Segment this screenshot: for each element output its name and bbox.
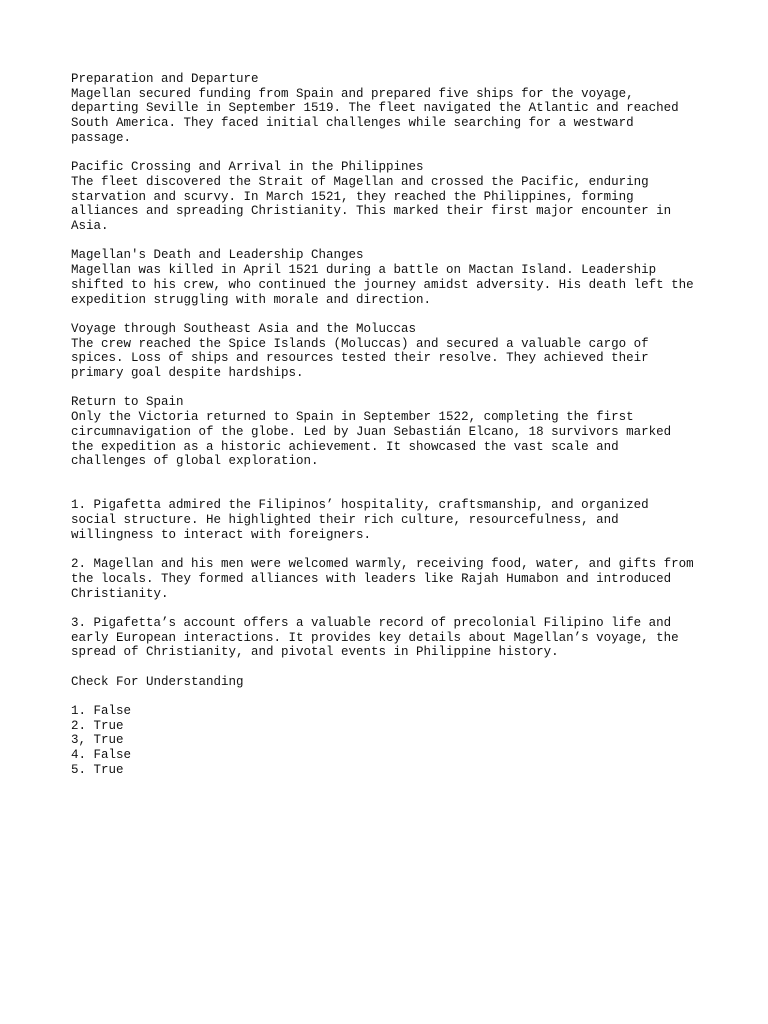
answer-3 xyxy=(71,616,711,660)
answer-line: early European interactions. It provides key details about Magellan’s voyage, the xyxy=(71,630,679,645)
section-southeast-asia xyxy=(71,322,711,381)
answer-line: 1. Pigafetta admired the Filipinos’ hospitality, craftsmanship, and organized xyxy=(71,498,649,513)
check-heading-block xyxy=(71,675,711,690)
blank-line xyxy=(71,484,711,499)
section-magellan-death xyxy=(71,248,711,307)
paragraph-line: The crew reached the Spice Islands (Moluccas) and secured a valuable cargo of xyxy=(71,336,649,351)
answer-line: 3. Pigafetta’s account offers a valuable record of precolonial Filipino life and xyxy=(71,615,672,630)
paragraph-line: the expedition as a historic achievement. It showcased the vast scale and xyxy=(71,439,619,454)
paragraph-line: spices. Loss of ships and resources tested their resolve. They achieved their xyxy=(71,351,649,366)
paragraph-line: Magellan was killed in April 1521 during a battle on Mactan Island. Leadership xyxy=(71,263,657,278)
paragraph-line: expedition struggling with morale and direction. xyxy=(71,292,432,307)
check-for-understanding-heading: Check For Understanding xyxy=(71,674,244,689)
section-heading: Preparation and Departure xyxy=(71,72,259,86)
list-item: 5. True xyxy=(71,762,124,777)
paragraph-line: primary goal despite hardships. xyxy=(71,366,304,381)
answer-line: the locals. They formed alliances with leaders like Rajah Humabon and introduced xyxy=(71,571,672,586)
paragraph-line: Asia. xyxy=(71,219,109,234)
answer-1 xyxy=(71,498,711,542)
section-heading: Pacific Crossing and Arrival in the Philippines xyxy=(71,160,424,175)
list-item: 2. True xyxy=(71,718,124,733)
section-return-to-spain xyxy=(71,395,711,469)
paragraph-line: shifted to his crew, who continued the journey amidst adversity. His death left the xyxy=(71,277,694,292)
paragraph-line: The fleet discovered the Strait of Magellan and crossed the Pacific, enduring xyxy=(71,174,649,189)
list-item: 4. False xyxy=(71,748,132,763)
answer-line: Christianity. xyxy=(71,586,169,601)
section-pacific-crossing xyxy=(71,160,711,234)
paragraph-line: circumnavigation of the globe. Led by Juan Sebastián Elcano, 18 survivors marked xyxy=(71,424,672,439)
list-item: 3, True xyxy=(71,733,124,748)
answer-line: spread of Christianity, and pivotal events in Philippine history. xyxy=(71,645,559,660)
section-heading: Return to Spain xyxy=(71,395,184,410)
section-heading: Voyage through Southeast Asia and the Moluccas xyxy=(71,321,417,336)
section-preparation xyxy=(71,72,711,146)
answer-line: social structure. He highlighted their rich culture, resourcefulness, and xyxy=(71,513,619,527)
paragraph-line: South America. They faced initial challenges while searching for a westward xyxy=(71,116,634,131)
document-page xyxy=(71,72,711,778)
answer-2 xyxy=(71,557,711,601)
answer-line: 2. Magellan and his men were welcomed warmly, receiving food, water, and gifts from xyxy=(71,557,694,572)
section-heading: Magellan's Death and Leadership Changes xyxy=(71,248,364,263)
paragraph-line: Magellan secured funding from Spain and prepared five ships for the voyage, xyxy=(71,86,634,101)
paragraph-line: passage. xyxy=(71,130,132,145)
paragraph-line: departing Seville in September 1519. The fleet navigated the Atlantic and reached xyxy=(71,101,679,116)
paragraph-line: starvation and scurvy. In March 1521, they reached the Philippines, forming xyxy=(71,189,634,204)
paragraph-line: challenges of global exploration. xyxy=(71,454,319,469)
paragraph-line: Only the Victoria returned to Spain in September 1522, completing the first xyxy=(71,410,634,425)
answer-line: willingness to interact with foreigners. xyxy=(71,527,372,542)
check-answers-list xyxy=(71,704,711,778)
paragraph-line: alliances and spreading Christianity. This marked their first major encounter in xyxy=(71,204,672,219)
list-item: 1. False xyxy=(71,704,132,719)
